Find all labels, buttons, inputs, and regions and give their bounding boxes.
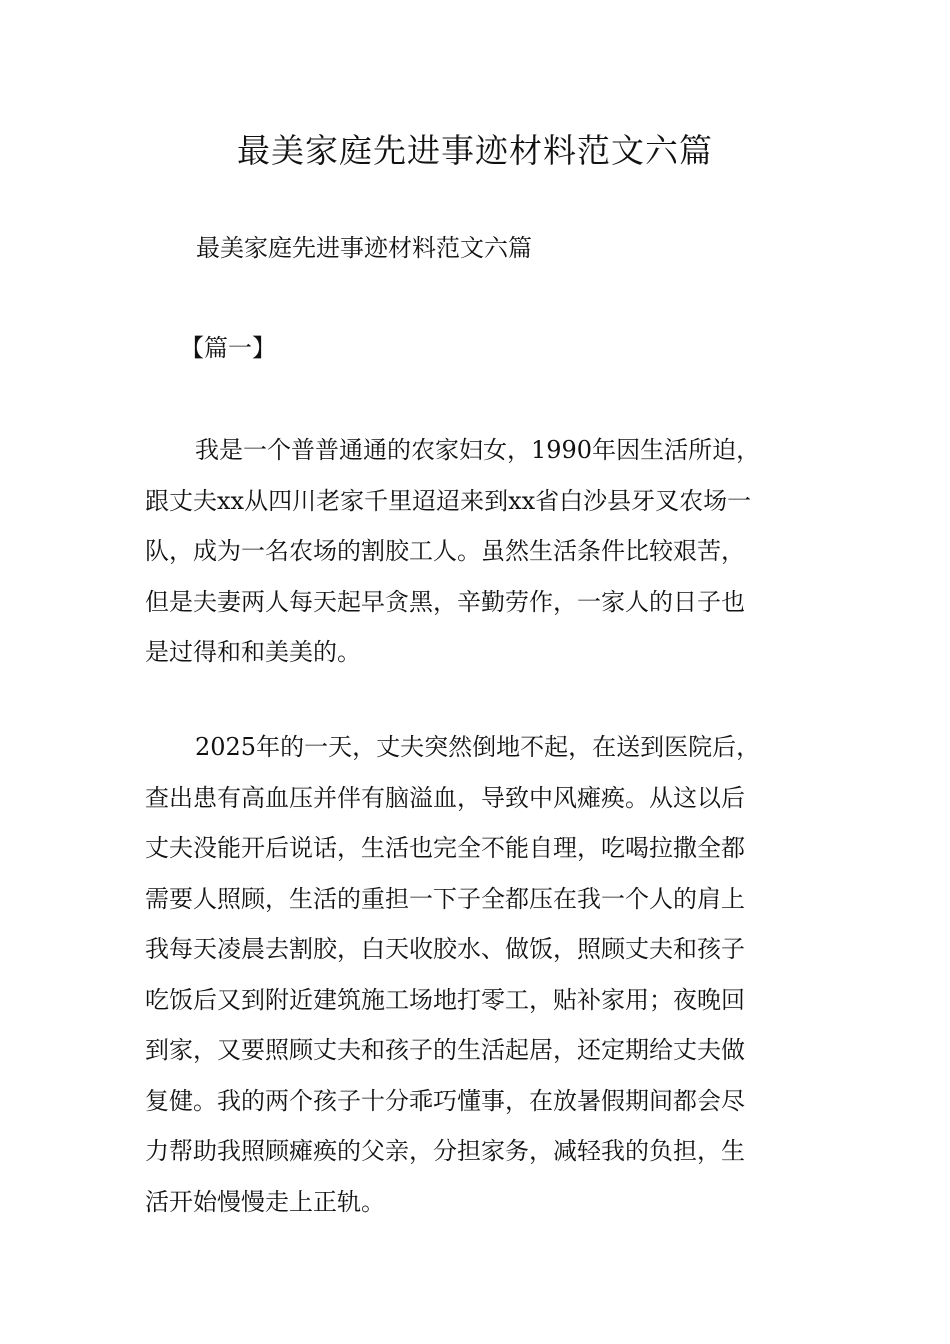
paragraph-line: 我是一个普普通通的农家妇女，1990年因生活所迫，	[195, 436, 761, 464]
paragraph-line: 队，成为一名农场的割胶工人。虽然生活条件比较艰苦，	[145, 537, 745, 565]
paragraph-line: 查出患有高血压并伴有脑溢血，导致中风瘫痪。从这以后	[145, 783, 745, 812]
paragraph-line: 我每天凌晨去割胶，白天收胶水、做饭，照顾丈夫和孩子	[145, 935, 745, 963]
paragraph-line: 吃饭后又到附近建筑施工场地打零工，贴补家用；夜晚回	[145, 985, 745, 1014]
paragraph-line: 到家，又要照顾丈夫和孩子的生活起居，还定期给丈夫做	[145, 1036, 745, 1064]
paragraph-line: 是过得和和美美的。	[145, 638, 361, 666]
paragraph-line: 活开始慢慢走上正轨。	[145, 1187, 385, 1216]
paragraph-line: 复健。我的两个孩子十分乖巧懂事，在放暑假期间都会尽	[145, 1086, 745, 1115]
paragraph-line: 力帮助我照顾瘫痪的父亲，分担家务，减轻我的负担，生	[145, 1137, 745, 1165]
paragraph-1	[145, 425, 809, 678]
section-heading: 【篇一】	[180, 334, 276, 362]
paragraph-line: 跟丈夫xx从四川老家千里迢迢来到xx省白沙县牙叉农场一	[145, 486, 752, 515]
paragraph-2	[145, 722, 809, 1227]
document-subtitle: 最美家庭先进事迹材料范文六篇	[196, 234, 532, 262]
document-title: 最美家庭先进事迹材料范文六篇	[237, 131, 713, 170]
paragraph-line: 需要人照顾，生活的重担一下子全都压在我一个人的肩上	[145, 884, 745, 913]
paragraph-line: 但是夫妻两人每天起早贪黑，辛勤劳作，一家人的日子也	[145, 587, 745, 616]
paragraph-line: 丈夫没能开后说话，生活也完全不能自理，吃喝拉撒全都	[145, 834, 745, 862]
paragraph-line: 2025年的一天，丈夫突然倒地不起，在送到医院后，	[195, 733, 761, 761]
